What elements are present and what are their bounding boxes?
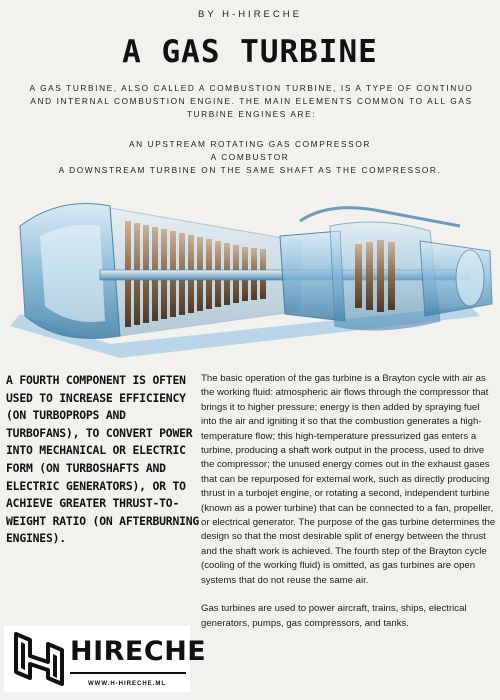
fourth-component-text: A FOURTH COMPONENT IS OFTEN USED TO INCREASE EFFICIENCY (ON TURBOPROPS AND TURBOFANS), TO CONVERT POWER INTO MECHANICAL OR ELECTRIC FORM (ON TURBOSHAFTS AND ELECTRIC GENERATORS), OR TO ACHIEVE GREATER THRUST-TO-WEIGHT RATIO (ON AFTERBURNING ENGINES). [6,373,200,546]
elements-list [0,138,500,177]
body-text [201,372,497,645]
byline: BY H-HIRECHE [198,9,302,20]
body-paragraph: The basic operation of the gas turbine is a Brayton cycle with air as the working fluid: atmospheric air flows through the compressor that brings it to higher pressure; energy is then added by spraying fuel into the air and igniting it so that the combustion generates a high-temperature flow; this high-temperature pressurized gas enters a turbine, producing a shaft work output in the process, used to drive the compressor; the unused energy comes out in the exhaust gases that can be repurposed for external work, such as directly producing thrust in a turbojet engine, or rotating a second, independent turbine (known as a power turbine) that can be connected to a fan, propeller, or electrical generator. The purpose of the gas turbine determines the design so that the most desirable split of energy between the thrust and the shaft work is achieved. The fourth step of the Brayton cycle (cooling of the working fluid) is omitted, as gas turbines are open systems that do not reuse the same air. [201,373,496,586]
logo-url: WWW.H-HIRECHE.ML [88,681,166,687]
logo-wordmark: HIRECHE [70,636,207,667]
h-monogram-icon [10,630,68,688]
logo-divider [70,672,186,674]
element-item: A COMBUSTOR [210,152,290,162]
gas-turbine-illustration [0,186,500,366]
element-item: AN UPSTREAM ROTATING GAS COMPRESSOR [129,139,371,149]
intro-line: TURBINE ENGINES ARE: [186,109,317,119]
page-title: A GAS TURBINE [122,34,378,70]
body-paragraph: Gas turbines are used to power aircraft, trains, ships, electrical generators, pumps, gas compressors, and tanks. [201,603,467,629]
element-item: A DOWNSTREAM TURBINE ON THE SAME SHAFT AS THE COMPRESSOR. [58,165,442,175]
hireche-logo [4,626,207,692]
intro-line: A GAS TURBINE, ALSO CALLED A COMBUSTION TURBINE, IS A TYPE OF CONTINUO [29,83,474,93]
intro-text [4,82,499,121]
intro-line: AND INTERNAL COMBUSTION ENGINE. THE MAIN ELEMENTS COMMON TO ALL GAS [30,96,473,106]
